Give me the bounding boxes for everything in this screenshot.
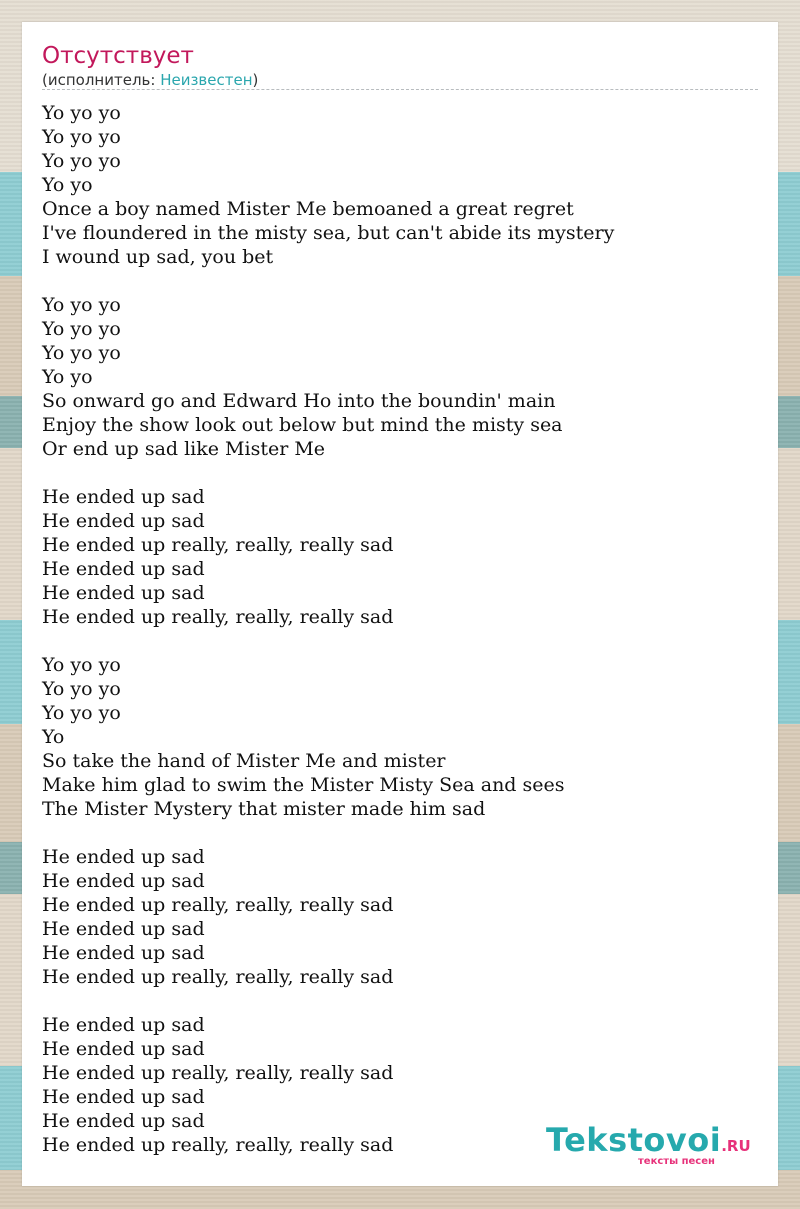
stanza-break (42, 269, 614, 293)
lyric-line: He ended up really, really, really sad (42, 894, 394, 916)
lyric-line: He ended up sad (42, 942, 205, 964)
lyric-line: Yo yo yo (42, 294, 121, 316)
lyrics-text (42, 101, 614, 1157)
lyric-line: So onward go and Edward Ho into the boundin' main (42, 390, 556, 412)
lyric-line: He ended up really, really, really sad (42, 1134, 394, 1156)
lyric-line: He ended up really, really, really sad (42, 966, 394, 988)
lyric-line: Once a boy named Mister Me bemoaned a great regret (42, 198, 574, 220)
lyric-line: Yo yo yo (42, 102, 121, 124)
artist-suffix: ) (252, 71, 259, 89)
title-divider (42, 89, 758, 90)
artist-line (42, 71, 258, 89)
song-title: Отсутствует (42, 43, 194, 69)
lyric-line: So take the hand of Mister Me and mister (42, 750, 446, 772)
lyric-line: He ended up really, really, really sad (42, 534, 394, 556)
lyric-line: He ended up really, really, really sad (42, 606, 394, 628)
lyric-line: I've floundered in the misty sea, but can't abide its mystery (42, 222, 615, 244)
artist-prefix: (исполнитель: (42, 71, 161, 89)
lyric-line: The Mister Mystery that mister made him sad (42, 798, 486, 820)
artist-link[interactable]: Неизвестен (160, 71, 253, 89)
stanza-break (42, 821, 614, 845)
lyric-line: He ended up sad (42, 918, 205, 940)
stanza-break (42, 629, 614, 653)
lyric-line: Yo yo (42, 366, 93, 388)
lyric-line: Yo yo yo (42, 678, 121, 700)
lyric-line: He ended up sad (42, 1014, 205, 1036)
lyric-line: He ended up sad (42, 510, 205, 532)
lyric-line: Yo yo yo (42, 654, 121, 676)
lyric-line: He ended up sad (42, 870, 205, 892)
lyric-line: Or end up sad like Mister Me (42, 438, 326, 460)
lyric-line: He ended up sad (42, 582, 205, 604)
site-logo[interactable] (546, 1121, 751, 1167)
lyric-line: He ended up really, really, really sad (42, 1062, 394, 1084)
lyric-line: I wound up sad, you bet (42, 246, 274, 268)
lyric-line: He ended up sad (42, 1038, 205, 1060)
lyric-line: He ended up sad (42, 846, 205, 868)
lyric-line: Yo yo yo (42, 702, 121, 724)
lyric-line: Yo yo yo (42, 150, 121, 172)
lyrics-card (22, 22, 778, 1186)
lyric-line: Enjoy the show look out below but mind the misty sea (42, 414, 563, 436)
logo-name: Tekstovoi (546, 1121, 722, 1159)
lyric-line: Yo yo (42, 174, 93, 196)
lyric-line: Make him glad to swim the Mister Misty Sea and sees (42, 774, 565, 796)
lyric-line: Yo (42, 726, 65, 748)
lyric-line: He ended up sad (42, 1110, 205, 1132)
stanza-break (42, 461, 614, 485)
lyric-line: Yo yo yo (42, 342, 121, 364)
logo-domain: .RU (721, 1137, 751, 1155)
lyric-line: He ended up sad (42, 558, 205, 580)
lyric-line: Yo yo yo (42, 126, 121, 148)
stanza-break (42, 989, 614, 1013)
lyric-line: He ended up sad (42, 1086, 205, 1108)
lyric-line: He ended up sad (42, 486, 205, 508)
lyric-line: Yo yo yo (42, 318, 121, 340)
logo-tagline: тексты песен (638, 1156, 715, 1167)
